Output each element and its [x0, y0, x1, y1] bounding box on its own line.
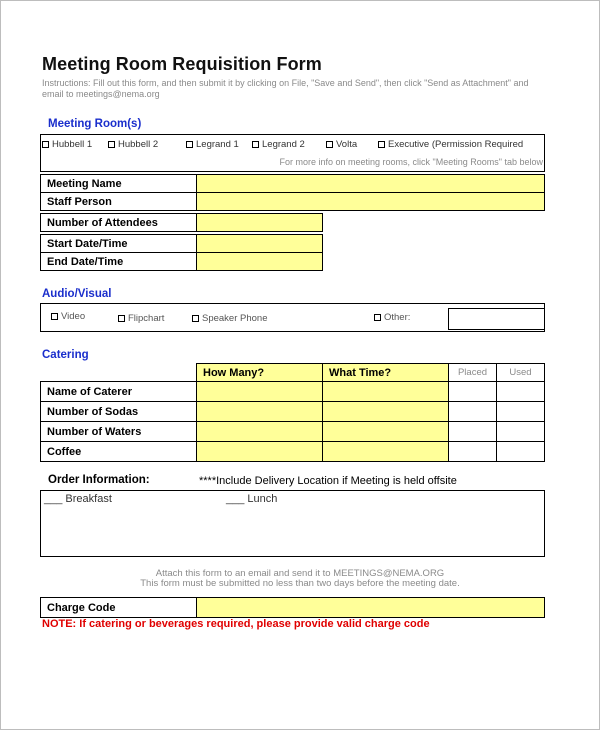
- coffee-used-input[interactable]: [497, 442, 545, 462]
- start-datetime-label: Start Date/Time: [41, 235, 197, 253]
- checkbox[interactable]: [186, 141, 193, 148]
- checkbox[interactable]: [252, 141, 259, 148]
- lunch-option[interactable]: ___ Lunch: [226, 493, 278, 505]
- checkbox[interactable]: [42, 141, 49, 148]
- attendees-table: [40, 213, 323, 232]
- coffee-how-many-input[interactable]: [197, 442, 323, 462]
- staff-person-input[interactable]: [197, 193, 545, 211]
- charge-code-table: [40, 597, 545, 618]
- av-option-flipchart[interactable]: Flipchart: [118, 313, 164, 324]
- meeting-name-input[interactable]: [197, 175, 545, 193]
- col-placed: Placed: [449, 364, 497, 382]
- end-datetime-label: End Date/Time: [41, 253, 197, 271]
- footer-email-text: Attach this form to an email and send it to MEETINGS@NEMA.ORG: [155, 568, 445, 579]
- datetime-table: [40, 234, 323, 271]
- av-option-speaker-phone[interactable]: Speaker Phone: [192, 313, 268, 324]
- room-option-legrand-2[interactable]: Legrand 2: [252, 139, 305, 150]
- caterer-placed-input[interactable]: [449, 382, 497, 402]
- waters-what-time-input[interactable]: [323, 422, 449, 442]
- coffee-placed-input[interactable]: [449, 442, 497, 462]
- checkbox[interactable]: [118, 315, 125, 322]
- coffee-label: Coffee: [41, 442, 197, 462]
- order-info-label: Order Information:: [48, 474, 150, 486]
- footer-deadline-text: This form must be submitted no less than two days before the meeting date.: [140, 578, 460, 589]
- staff-person-label: Staff Person: [41, 193, 197, 211]
- breakfast-option[interactable]: ___ Breakfast: [44, 493, 112, 505]
- room-option-hubbell-2[interactable]: Hubbell 2: [108, 139, 158, 150]
- sodas-label: Number of Sodas: [41, 402, 197, 422]
- checkbox[interactable]: [51, 313, 58, 320]
- meeting-rooms-hint: For more info on meeting rooms, click "Meeting Rooms" tab below: [279, 157, 543, 167]
- sodas-placed-input[interactable]: [449, 402, 497, 422]
- av-option-other[interactable]: Other:: [374, 312, 410, 323]
- waters-how-many-input[interactable]: [197, 422, 323, 442]
- checkbox[interactable]: [192, 315, 199, 322]
- col-used: Used: [497, 364, 545, 382]
- end-datetime-input[interactable]: [197, 253, 323, 271]
- catering-heading: Catering: [42, 349, 89, 361]
- col-how-many: How Many?: [197, 364, 323, 382]
- form-title: Meeting Room Requisition Form: [42, 54, 322, 74]
- waters-placed-input[interactable]: [449, 422, 497, 442]
- checkbox[interactable]: [374, 314, 381, 321]
- av-option-video[interactable]: Video: [51, 311, 85, 322]
- room-option-executive[interactable]: Executive (Permission Required: [378, 139, 523, 150]
- waters-label: Number of Waters: [41, 422, 197, 442]
- catering-table: [40, 363, 545, 462]
- room-option-legrand-1[interactable]: Legrand 1: [186, 139, 239, 150]
- meeting-rooms-heading: Meeting Room(s): [48, 118, 142, 130]
- coffee-what-time-input[interactable]: [323, 442, 449, 462]
- av-other-input[interactable]: [448, 308, 545, 330]
- checkbox[interactable]: [326, 141, 333, 148]
- sodas-used-input[interactable]: [497, 402, 545, 422]
- caterer-how-many-input[interactable]: [197, 382, 323, 402]
- order-info-note: ****Include Delivery Location if Meeting is held offsite: [199, 475, 457, 487]
- sodas-what-time-input[interactable]: [323, 402, 449, 422]
- caterer-label: Name of Caterer: [41, 382, 197, 402]
- catering-corner: [41, 364, 197, 382]
- checkbox[interactable]: [378, 141, 385, 148]
- sodas-how-many-input[interactable]: [197, 402, 323, 422]
- start-datetime-input[interactable]: [197, 235, 323, 253]
- caterer-what-time-input[interactable]: [323, 382, 449, 402]
- meeting-name-label: Meeting Name: [41, 175, 197, 193]
- caterer-used-input[interactable]: [497, 382, 545, 402]
- meeting-name-table: [40, 174, 545, 211]
- room-option-hubbell-1[interactable]: Hubbell 1: [42, 139, 92, 150]
- audio-visual-heading: Audio/Visual: [42, 288, 112, 300]
- charge-code-label: Charge Code: [41, 598, 197, 618]
- col-what-time: What Time?: [323, 364, 449, 382]
- attendees-input[interactable]: [197, 214, 323, 232]
- room-option-volta[interactable]: Volta: [326, 139, 357, 150]
- attendees-label: Number of Attendees: [41, 214, 197, 232]
- charge-code-input[interactable]: [197, 598, 545, 618]
- waters-used-input[interactable]: [497, 422, 545, 442]
- instructions-text: Instructions: Fill out this form, and then submit it by clicking on File, "Save and Send", then click "Send as Attachment" and email to meetings@nema.org: [42, 78, 529, 99]
- order-info-box[interactable]: [40, 490, 545, 557]
- charge-code-note: NOTE: If catering or beverages required, please provide valid charge code: [42, 618, 430, 630]
- checkbox[interactable]: [108, 141, 115, 148]
